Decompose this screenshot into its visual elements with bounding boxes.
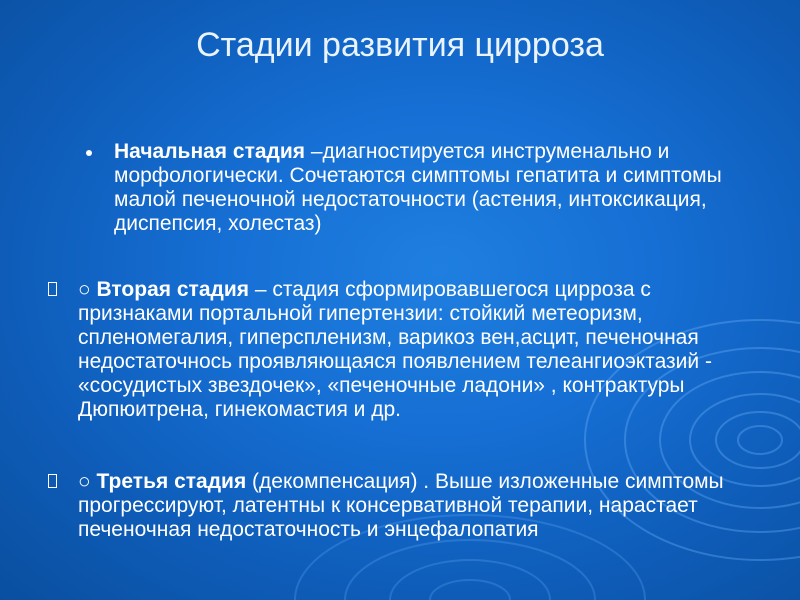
box-bullet-icon [48, 474, 57, 488]
list-item-second-stage [48, 278, 738, 422]
list-item-text [114, 140, 726, 236]
stage-description: – стадия сформировавшегося цирроза с признаками портальной гипертензии: стойкий метеоризм, спленомегалия, гиперспленизм, варикоз вен,асцит, печеночная недостаточнось проявляющаяся появлением телеангиоэктазий - «сосудистых звездочек», «печеночные ладони» , контрактуры Дюпюитрена, гинекомастия и др. [78, 278, 712, 421]
stage-name: Третья стадия [96, 470, 247, 493]
circle-prefix: ○ [78, 470, 97, 493]
list-item-text [78, 278, 738, 422]
stage-name: Начальная стадия [114, 140, 306, 163]
list-item-text [78, 470, 738, 542]
stage-description: (декомпенсация) . Выше изложенные симптомы прогрессируют, латентны к консервативной терапии, нарастает печеночная недостаточность и энцефалопатия [78, 470, 724, 541]
list-item-initial-stage [86, 140, 726, 236]
slide-title: Стадии развития цирроза [196, 26, 604, 64]
dot-bullet-icon [86, 150, 92, 156]
box-bullet-icon [48, 282, 57, 296]
list-item-third-stage [48, 470, 738, 542]
stage-description: –диагностируется инструменально и морфологически. Сочетаются симптомы гепатита и симптомы малой печеночной недостаточности (астения, интоксикация, диспепсия, холестаз) [114, 140, 722, 235]
stage-name: Вторая стадия [96, 278, 249, 301]
circle-prefix: ○ [78, 278, 97, 301]
